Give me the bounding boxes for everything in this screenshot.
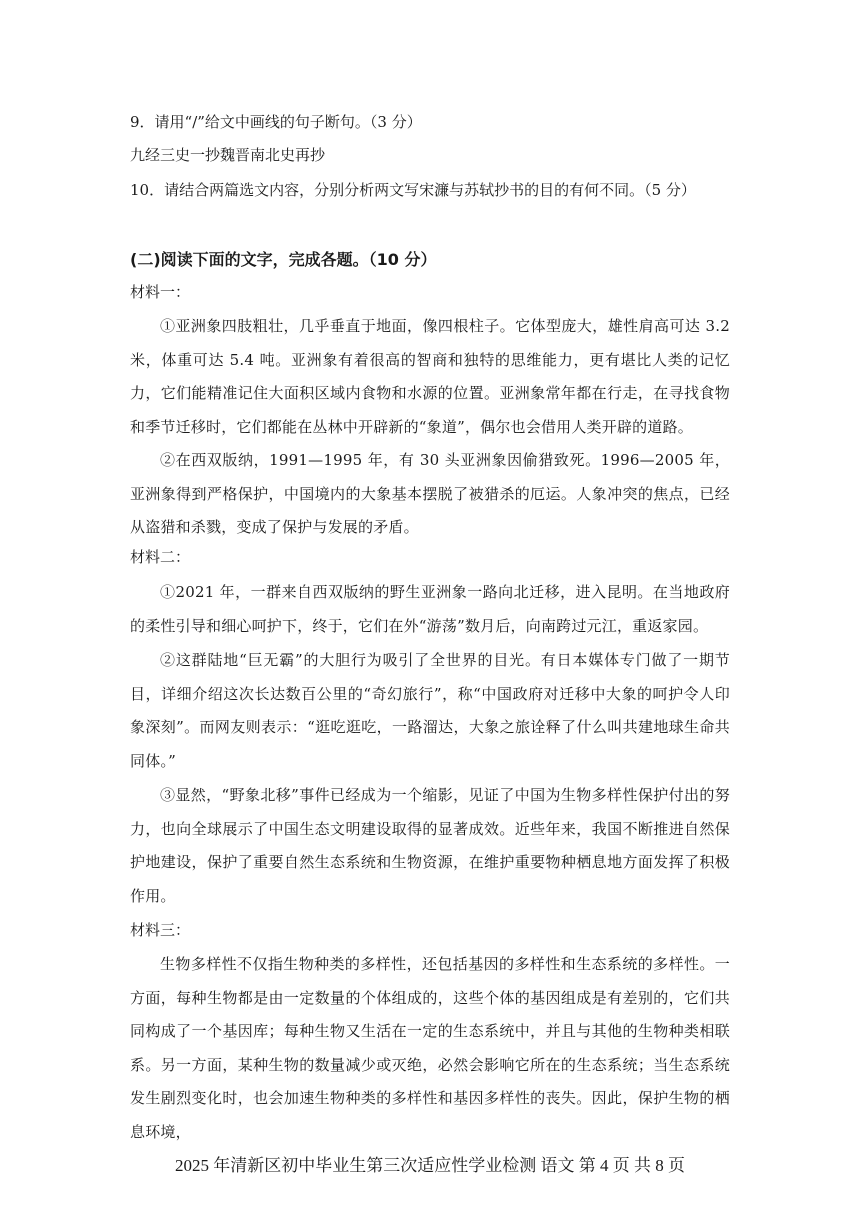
material-2-paragraph-3: ③显然，“野象北移”事件已经成为一个缩影，见证了中国为生物多样性保护付出的努力，也向全球展示了中国生态文明建设取得的显著成效。近些年来，我国不断推进自然保护地建设，保护了重要自然生态系统和生物资源，在维护重要物种栖息地方面发挥了积极作用。 xyxy=(130,786,730,905)
question-9: 9．请用“/”给文中画线的句子断句。（3 分） xyxy=(130,113,422,131)
question-10: 10．请结合两篇选文内容，分别分析两文写宋濂与苏轼抄书的目的有何不同。（5 分） xyxy=(130,181,696,199)
question-9-sentence: 九经三史一抄魏晋南北史再抄 xyxy=(130,146,326,164)
material-2-paragraph-2: ②这群陆地“巨无霸”的大胆行为吸引了全世界的目光。有日本媒体专门做了一期节目，详细介绍这次长达数百公里的“奇幻旅行”，称“中国政府对迁移中大象的呵护令人印象深刻”。而网友则表示：“逛吃逛吃，一路溜达，大象之旅诠释了什么叫共建地球生命共同体。” xyxy=(130,651,730,770)
material-1-paragraph-1: ①亚洲象四肢粗壮，几乎垂直于地面，像四根柱子。它体型庞大，雄性肩高可达 3.2 米，体重可达 5.4 吨。亚洲象有着很高的智商和独特的思维能力，更有堪比人类的记忆力，它们能精准记住大面积区域内食物和水源的位置。亚洲象常年都在行走，在寻找食物和季节迁移时，它们都能在丛林中开辟新的“象道”，偶尔也会借用人类开辟的道路。 xyxy=(130,317,730,436)
page-footer: 2025 年清新区初中毕业生第三次适应性学业检测 语文 第 4 页 共 8 页 xyxy=(175,1156,685,1175)
material-3-paragraph-1: 生物多样性不仅指生物种类的多样性，还包括基因的多样性和生态系统的多样性。一方面，每种生物都是由一定数量的个体组成的，这些个体的基因组成是有差别的，它们共同构成了一个基因库；每种生物又生活在一定的生态系统中，并且与其他的生物种类相联系。另一方面，某种生物的数量减少或灭绝，必然会影响它所在的生态系统；当生态系统发生剧烈变化时，也会加速生物种类的多样性和基因多样性的丧失。因此，保护生物的栖息环境， xyxy=(130,955,730,1141)
material-2-paragraph-1: ①2021 年，一群来自西双版纳的野生亚洲象一路向北迁移，进入昆明。在当地政府的柔性引导和细心呵护下，终于，它们在外“游荡”数月后，向南跨过元江，重返家园。 xyxy=(130,583,730,635)
material-1-label: 材料一： xyxy=(130,283,191,301)
material-3-label: 材料三： xyxy=(130,921,191,939)
material-1-paragraph-2: ②在西双版纳，1991—1995 年，有 30 头亚洲象因偷猎致死。1996—2005 年，亚洲象得到严格保护，中国境内的大象基本摆脱了被猎杀的厄运。人象冲突的焦点，已经从盗猎和杀戮，变成了保护与发展的矛盾。 xyxy=(130,451,730,537)
material-2-label: 材料二： xyxy=(130,548,191,566)
section-title: (二)阅读下面的文字，完成各题。（10 分） xyxy=(130,250,437,269)
